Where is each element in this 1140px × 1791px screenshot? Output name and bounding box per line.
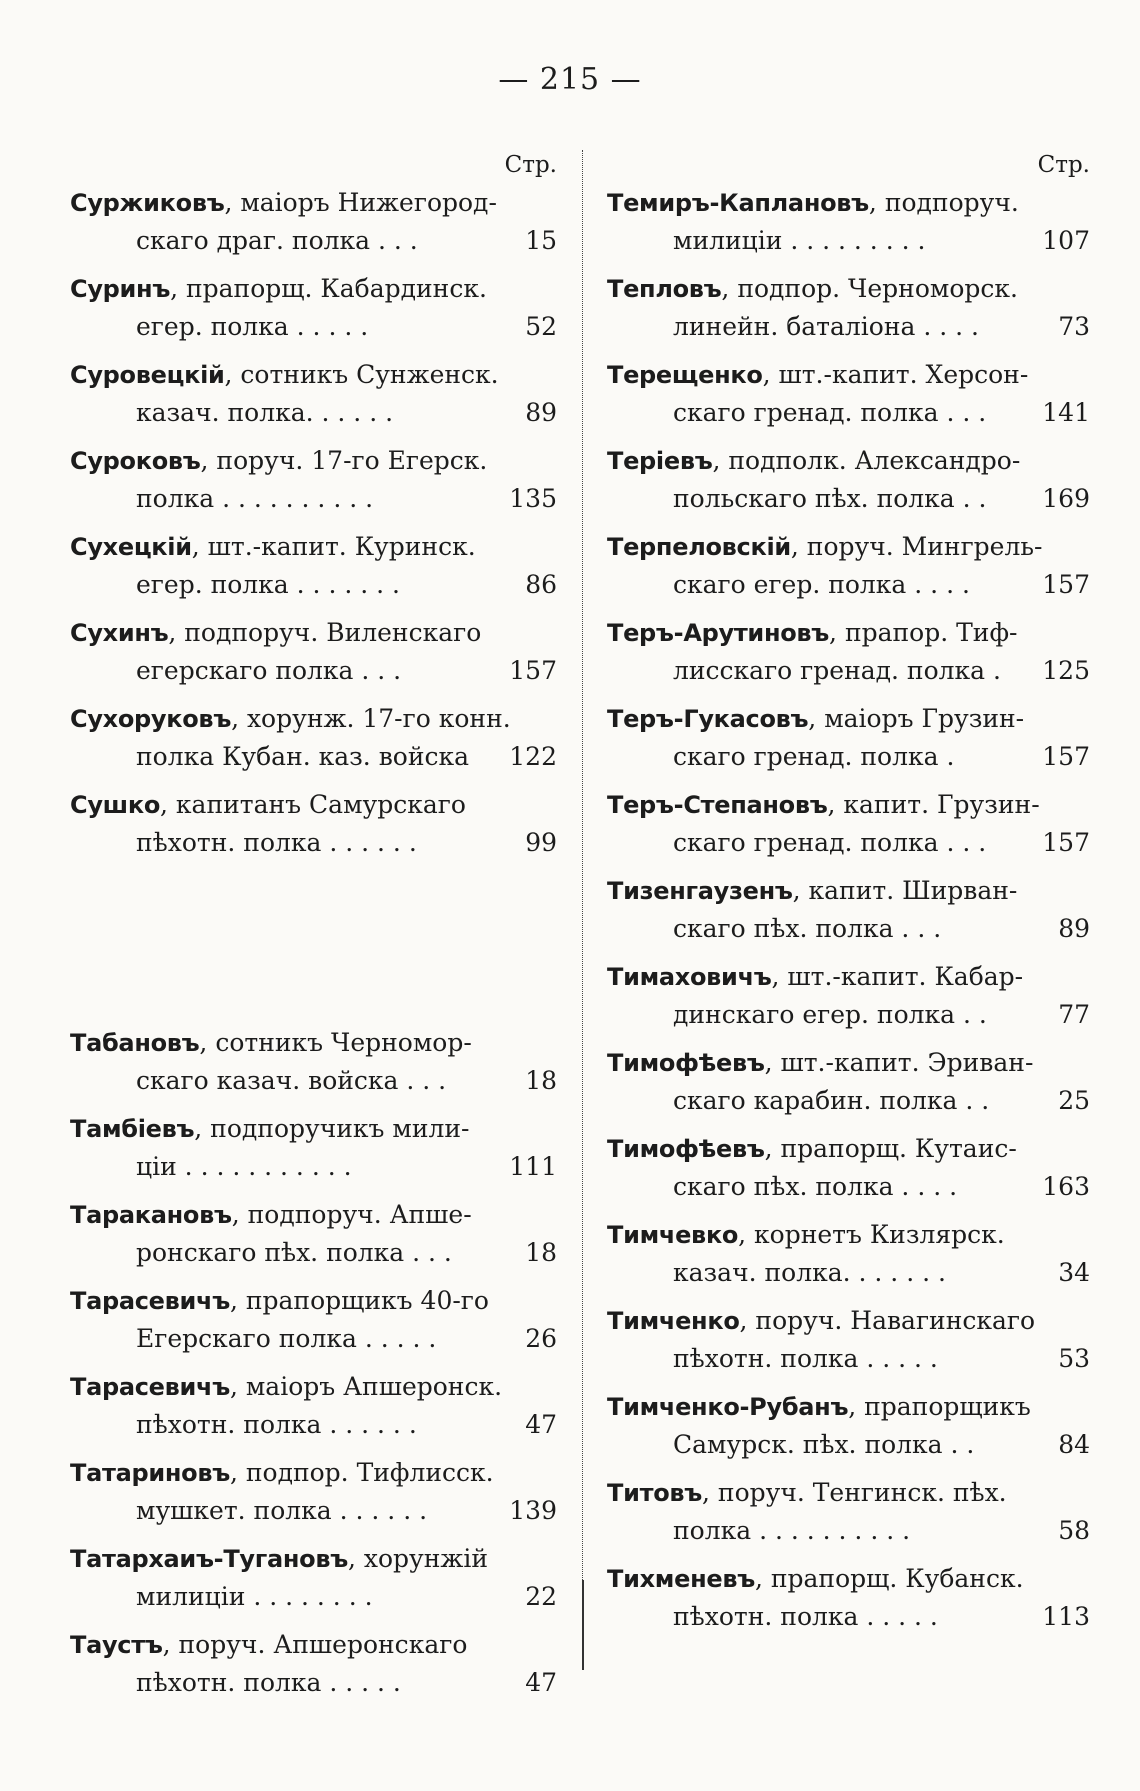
entry-description-continued: пѣхотн. полка . . . . . xyxy=(673,1602,938,1631)
entry-description-continued: скаго гренад. полка . . . xyxy=(673,398,987,427)
entry-description: , шт.-капит. Кабар- xyxy=(771,962,1024,991)
section-gap xyxy=(70,872,557,1024)
entries-letter-t xyxy=(70,1024,557,1712)
entry-description-continued: Самурск. пѣх. полка . . xyxy=(673,1430,975,1459)
entry-page-number: 107 xyxy=(1030,222,1090,260)
entry-page-number: 122 xyxy=(497,738,557,776)
entry-line-1 xyxy=(70,270,557,308)
entry-description: , поруч. Тенгинск. пѣх. xyxy=(702,1478,1007,1507)
entry-name: Тамбіевъ xyxy=(70,1115,195,1143)
entry-description: , подпор. Тифлисск. xyxy=(229,1458,494,1487)
index-entry xyxy=(607,1130,1090,1216)
entry-name: Тарасевичъ xyxy=(70,1373,230,1401)
entry-line-1 xyxy=(607,700,1090,738)
entry-description-continued: егер. полка . . . . . . . xyxy=(136,570,400,599)
index-entry xyxy=(607,786,1090,872)
entry-line-1 xyxy=(70,356,557,394)
entry-page-number: 86 xyxy=(497,566,557,604)
index-entry xyxy=(607,700,1090,786)
index-entry xyxy=(70,1368,557,1454)
entry-description-continued: скаго пѣх. полка . . . xyxy=(673,914,942,943)
entry-name: Татариновъ xyxy=(70,1459,230,1487)
entry-description-continued: егер. полка . . . . . xyxy=(136,312,369,341)
entry-page-number: 77 xyxy=(1030,996,1090,1034)
index-entry xyxy=(70,1024,557,1110)
entry-name: Терпеловскій xyxy=(607,533,791,561)
entry-description-continued: скаго казач. войска . . . xyxy=(136,1066,447,1095)
index-entry xyxy=(70,184,557,270)
entry-line-1 xyxy=(70,1282,557,1320)
entry-line-1 xyxy=(70,1024,557,1062)
entry-description: , поруч. Навагинскаго xyxy=(739,1306,1036,1335)
index-entry xyxy=(607,528,1090,614)
entry-name: Тимченко xyxy=(607,1307,740,1335)
entry-name: Теръ-Степановъ xyxy=(607,791,828,819)
entry-description-continued: скаго пѣх. полка . . . . xyxy=(673,1172,958,1201)
index-entry xyxy=(607,958,1090,1044)
index-entry xyxy=(70,1282,557,1368)
entry-line-1 xyxy=(70,1196,557,1234)
entry-page-number: 157 xyxy=(497,652,557,690)
entry-name: Суровецкій xyxy=(70,361,225,389)
entry-description-continued: польскаго пѣх. полка . . xyxy=(673,484,987,513)
entry-description-continued: скаго драг. полка . . . xyxy=(136,226,418,255)
entry-page-number: 18 xyxy=(497,1234,557,1272)
entry-line-1 xyxy=(607,1560,1090,1598)
entry-description: , поруч. 17-го Егерск. xyxy=(200,446,488,475)
entry-page-number: 22 xyxy=(497,1578,557,1616)
index-entry xyxy=(70,700,557,786)
entry-description-continued: казач. полка. . . . . . . xyxy=(673,1258,946,1287)
entry-name: Темиръ-Каплановъ xyxy=(607,189,869,217)
entry-name: Тимчевко xyxy=(607,1221,739,1249)
entry-line-1 xyxy=(70,700,557,738)
index-entry xyxy=(607,1388,1090,1474)
index-entry xyxy=(70,614,557,700)
index-entry xyxy=(607,1216,1090,1302)
entry-page-number: 58 xyxy=(1030,1512,1090,1550)
entry-description: , сотникъ Черномор- xyxy=(199,1028,472,1057)
column-divider xyxy=(582,150,583,1660)
index-entry xyxy=(70,1196,557,1282)
entry-description-continued: скаго егер. полка . . . . xyxy=(673,570,970,599)
entry-name: Титовъ xyxy=(607,1479,703,1507)
entry-page-number: 125 xyxy=(1030,652,1090,690)
index-entry xyxy=(607,1474,1090,1560)
entry-page-number: 141 xyxy=(1030,394,1090,432)
index-entry xyxy=(607,1560,1090,1646)
entry-line-1 xyxy=(607,184,1090,222)
entry-line-1 xyxy=(70,184,557,222)
entry-description-continued: полка . . . . . . . . . . xyxy=(136,484,374,513)
entry-description: , шт.-капит. Куринск. xyxy=(191,532,476,561)
entry-line-1 xyxy=(607,270,1090,308)
entry-description-continued: пѣхотн. полка . . . . . . xyxy=(136,1410,417,1439)
entry-description-continued: ронскаго пѣх. полка . . . xyxy=(136,1238,452,1267)
index-entry xyxy=(607,270,1090,356)
entry-name: Суринъ xyxy=(70,275,171,303)
entry-description: , маіоръ Нижегород- xyxy=(224,188,497,217)
entry-page-number: 157 xyxy=(1030,566,1090,604)
entries-letter-s xyxy=(70,184,557,872)
entry-line-1 xyxy=(70,1454,557,1492)
entry-description-continued: пѣхотн. полка . . . . . xyxy=(673,1344,938,1373)
entry-line-1 xyxy=(70,1540,557,1578)
entry-description: , подпоруч. Апше- xyxy=(231,1200,472,1229)
entry-description: , шт.-капит. Херсон- xyxy=(762,360,1029,389)
entry-page-number: 113 xyxy=(1030,1598,1090,1636)
entry-page-number: 26 xyxy=(497,1320,557,1358)
entry-description-continued: милиціи . . . . . . . . xyxy=(136,1582,373,1611)
entry-name: Сухинъ xyxy=(70,619,169,647)
page-number: — 215 — xyxy=(498,62,642,97)
entry-name: Таракановъ xyxy=(70,1201,232,1229)
entry-description: , хорунж. 17-го конн. xyxy=(231,704,511,733)
index-entry xyxy=(607,1044,1090,1130)
index-entry xyxy=(607,614,1090,700)
entry-page-number: 139 xyxy=(497,1492,557,1530)
index-entry xyxy=(70,270,557,356)
entry-line-1 xyxy=(607,958,1090,996)
entry-name: Теръ-Арутиновъ xyxy=(607,619,830,647)
index-entry xyxy=(70,1110,557,1196)
entry-page-number: 52 xyxy=(497,308,557,346)
entry-line-1 xyxy=(607,1216,1090,1254)
entry-name: Терещенко xyxy=(607,361,763,389)
entry-name: Тимофѣевъ xyxy=(607,1049,765,1077)
left-column xyxy=(70,146,557,1712)
entry-description: , маіоръ Апшеронск. xyxy=(229,1372,503,1401)
entry-name: Теріевъ xyxy=(607,447,713,475)
entry-name: Таустъ xyxy=(70,1631,163,1659)
entry-name: Суроковъ xyxy=(70,447,201,475)
entry-description: , капит. Грузин- xyxy=(827,790,1040,819)
entry-name: Теръ-Гукасовъ xyxy=(607,705,809,733)
entry-name: Тизенгаузенъ xyxy=(607,877,793,905)
entry-name: Тимченко-Рубанъ xyxy=(607,1393,849,1421)
entry-line-1 xyxy=(70,1110,557,1148)
entry-page-number: 47 xyxy=(497,1664,557,1702)
entry-name: Сухецкій xyxy=(70,533,192,561)
entry-description: , подпоруч. Виленскаго xyxy=(168,618,482,647)
entry-page-number: 84 xyxy=(1030,1426,1090,1464)
entry-name: Сушко xyxy=(70,791,161,819)
entry-description: , хорунжій xyxy=(347,1544,489,1573)
entry-line-1 xyxy=(607,528,1090,566)
entry-description: , поруч. Апшеронскаго xyxy=(162,1630,468,1659)
entry-page-number: 18 xyxy=(497,1062,557,1100)
entry-line-1 xyxy=(607,1388,1090,1426)
entry-line-1 xyxy=(607,1474,1090,1512)
entry-page-number: 111 xyxy=(497,1148,557,1186)
entry-line-1 xyxy=(70,1626,557,1664)
entry-description: , подпоручикъ мили- xyxy=(194,1114,470,1143)
index-entry xyxy=(607,1302,1090,1388)
entry-description-continued: полка . . . . . . . . . . xyxy=(673,1516,911,1545)
index-entry xyxy=(70,528,557,614)
entry-name: Тарасевичъ xyxy=(70,1287,230,1315)
entry-description: , прапорщикъ 40-го xyxy=(229,1286,489,1315)
index-entry xyxy=(607,442,1090,528)
entry-line-1 xyxy=(607,786,1090,824)
entries-right xyxy=(607,184,1090,1646)
entry-description: , прапорщ. Кубанск. xyxy=(754,1564,1024,1593)
entry-description-continued: полка Кубан. каз. войска xyxy=(136,742,470,771)
entry-description-continued: мушкет. полка . . . . . . xyxy=(136,1496,428,1525)
entry-name: Тихменевъ xyxy=(607,1565,755,1593)
entry-description: , прапорщ. Кабардинск. xyxy=(170,274,487,303)
entry-line-1 xyxy=(70,442,557,480)
entry-page-number: 15 xyxy=(497,222,557,260)
entry-description: , прапор. Тиф- xyxy=(829,618,1018,647)
entry-page-number: 89 xyxy=(497,394,557,432)
entry-page-number: 53 xyxy=(1030,1340,1090,1378)
entry-description: , подпоруч. xyxy=(868,188,1019,217)
entry-line-1 xyxy=(70,614,557,652)
entry-line-1 xyxy=(607,1302,1090,1340)
entry-description-continued: казач. полка. . . . . . xyxy=(136,398,394,427)
right-column xyxy=(607,146,1090,1646)
entry-line-1 xyxy=(607,1044,1090,1082)
entry-description: , прапорщикъ xyxy=(848,1392,1031,1421)
entry-description-continued: скаго карабин. полка . . xyxy=(673,1086,990,1115)
entry-page-number: 47 xyxy=(497,1406,557,1444)
column-divider-end xyxy=(582,1580,584,1670)
entry-description-continued: пѣхотн. полка . . . . . xyxy=(136,1668,401,1697)
entry-line-1 xyxy=(607,872,1090,910)
entry-description-continued: Егерскаго полка . . . . . xyxy=(136,1324,437,1353)
entry-description-continued: егерскаго полка . . . xyxy=(136,656,402,685)
entry-line-1 xyxy=(70,786,557,824)
entry-name: Тимофѣевъ xyxy=(607,1135,765,1163)
index-entry xyxy=(70,442,557,528)
entry-description: , прапорщ. Кутаис- xyxy=(764,1134,1017,1163)
entry-name: Татархаиъ-Тугановъ xyxy=(70,1545,348,1573)
entry-page-number: 135 xyxy=(497,480,557,518)
entry-description: , капитанъ Самурскаго xyxy=(160,790,466,819)
index-entry xyxy=(70,356,557,442)
entry-description-continued: милиціи . . . . . . . . . xyxy=(673,226,926,255)
entry-line-1 xyxy=(70,1368,557,1406)
entry-description: , подпор. Черноморск. xyxy=(721,274,1018,303)
index-entry xyxy=(70,1540,557,1626)
page-column-header: Стр. xyxy=(1037,152,1090,178)
entry-description-continued: скаго гренад. полка . . . xyxy=(673,828,987,857)
index-entry xyxy=(70,1454,557,1540)
entry-page-number: 169 xyxy=(1030,480,1090,518)
entry-name: Суржиковъ xyxy=(70,189,225,217)
entry-page-number: 157 xyxy=(1030,824,1090,862)
index-entry xyxy=(607,184,1090,270)
index-entry xyxy=(607,872,1090,958)
entry-description: , корнетъ Кизлярск. xyxy=(738,1220,1005,1249)
entry-description-continued: ціи . . . . . . . . . . . xyxy=(136,1152,352,1181)
entry-page-number: 157 xyxy=(1030,738,1090,776)
entry-line-1 xyxy=(607,614,1090,652)
index-entry xyxy=(70,786,557,872)
index-entry xyxy=(607,356,1090,442)
entry-description: , сотникъ Сунженск. xyxy=(224,360,499,389)
entry-description: , капит. Ширван- xyxy=(792,876,1018,905)
entry-description: , маіоръ Грузин- xyxy=(808,704,1025,733)
entry-line-1 xyxy=(607,1130,1090,1168)
entry-name: Сухоруковъ xyxy=(70,705,232,733)
index-entry xyxy=(70,1626,557,1712)
entry-description-continued: лисскаго гренад. полка . xyxy=(673,656,1001,685)
section-initial: Т xyxy=(70,1029,87,1057)
entry-description: , шт.-капит. Эриван- xyxy=(764,1048,1034,1077)
entry-name: абановъ xyxy=(86,1029,200,1057)
page-column-header: Стр. xyxy=(504,152,557,178)
entry-line-1 xyxy=(607,442,1090,480)
entry-description: , подполк. Александро- xyxy=(712,446,1021,475)
entry-page-number: 34 xyxy=(1030,1254,1090,1292)
entry-page-number: 25 xyxy=(1030,1082,1090,1120)
entry-description-continued: динскаго егер. полка . . xyxy=(673,1000,987,1029)
entry-description-continued: линейн. баталіона . . . . xyxy=(673,312,979,341)
entry-page-number: 89 xyxy=(1030,910,1090,948)
entry-name: Тимаховичъ xyxy=(607,963,772,991)
entry-page-number: 73 xyxy=(1030,308,1090,346)
entry-description-continued: скаго гренад. полка . xyxy=(673,742,955,771)
entry-line-1 xyxy=(607,356,1090,394)
entry-description: , поруч. Мингрель- xyxy=(790,532,1043,561)
entry-name: Тепловъ xyxy=(607,275,722,303)
entry-page-number: 163 xyxy=(1030,1168,1090,1206)
entry-page-number: 99 xyxy=(497,824,557,862)
entry-description-continued: пѣхотн. полка . . . . . . xyxy=(136,828,417,857)
entry-line-1 xyxy=(70,528,557,566)
